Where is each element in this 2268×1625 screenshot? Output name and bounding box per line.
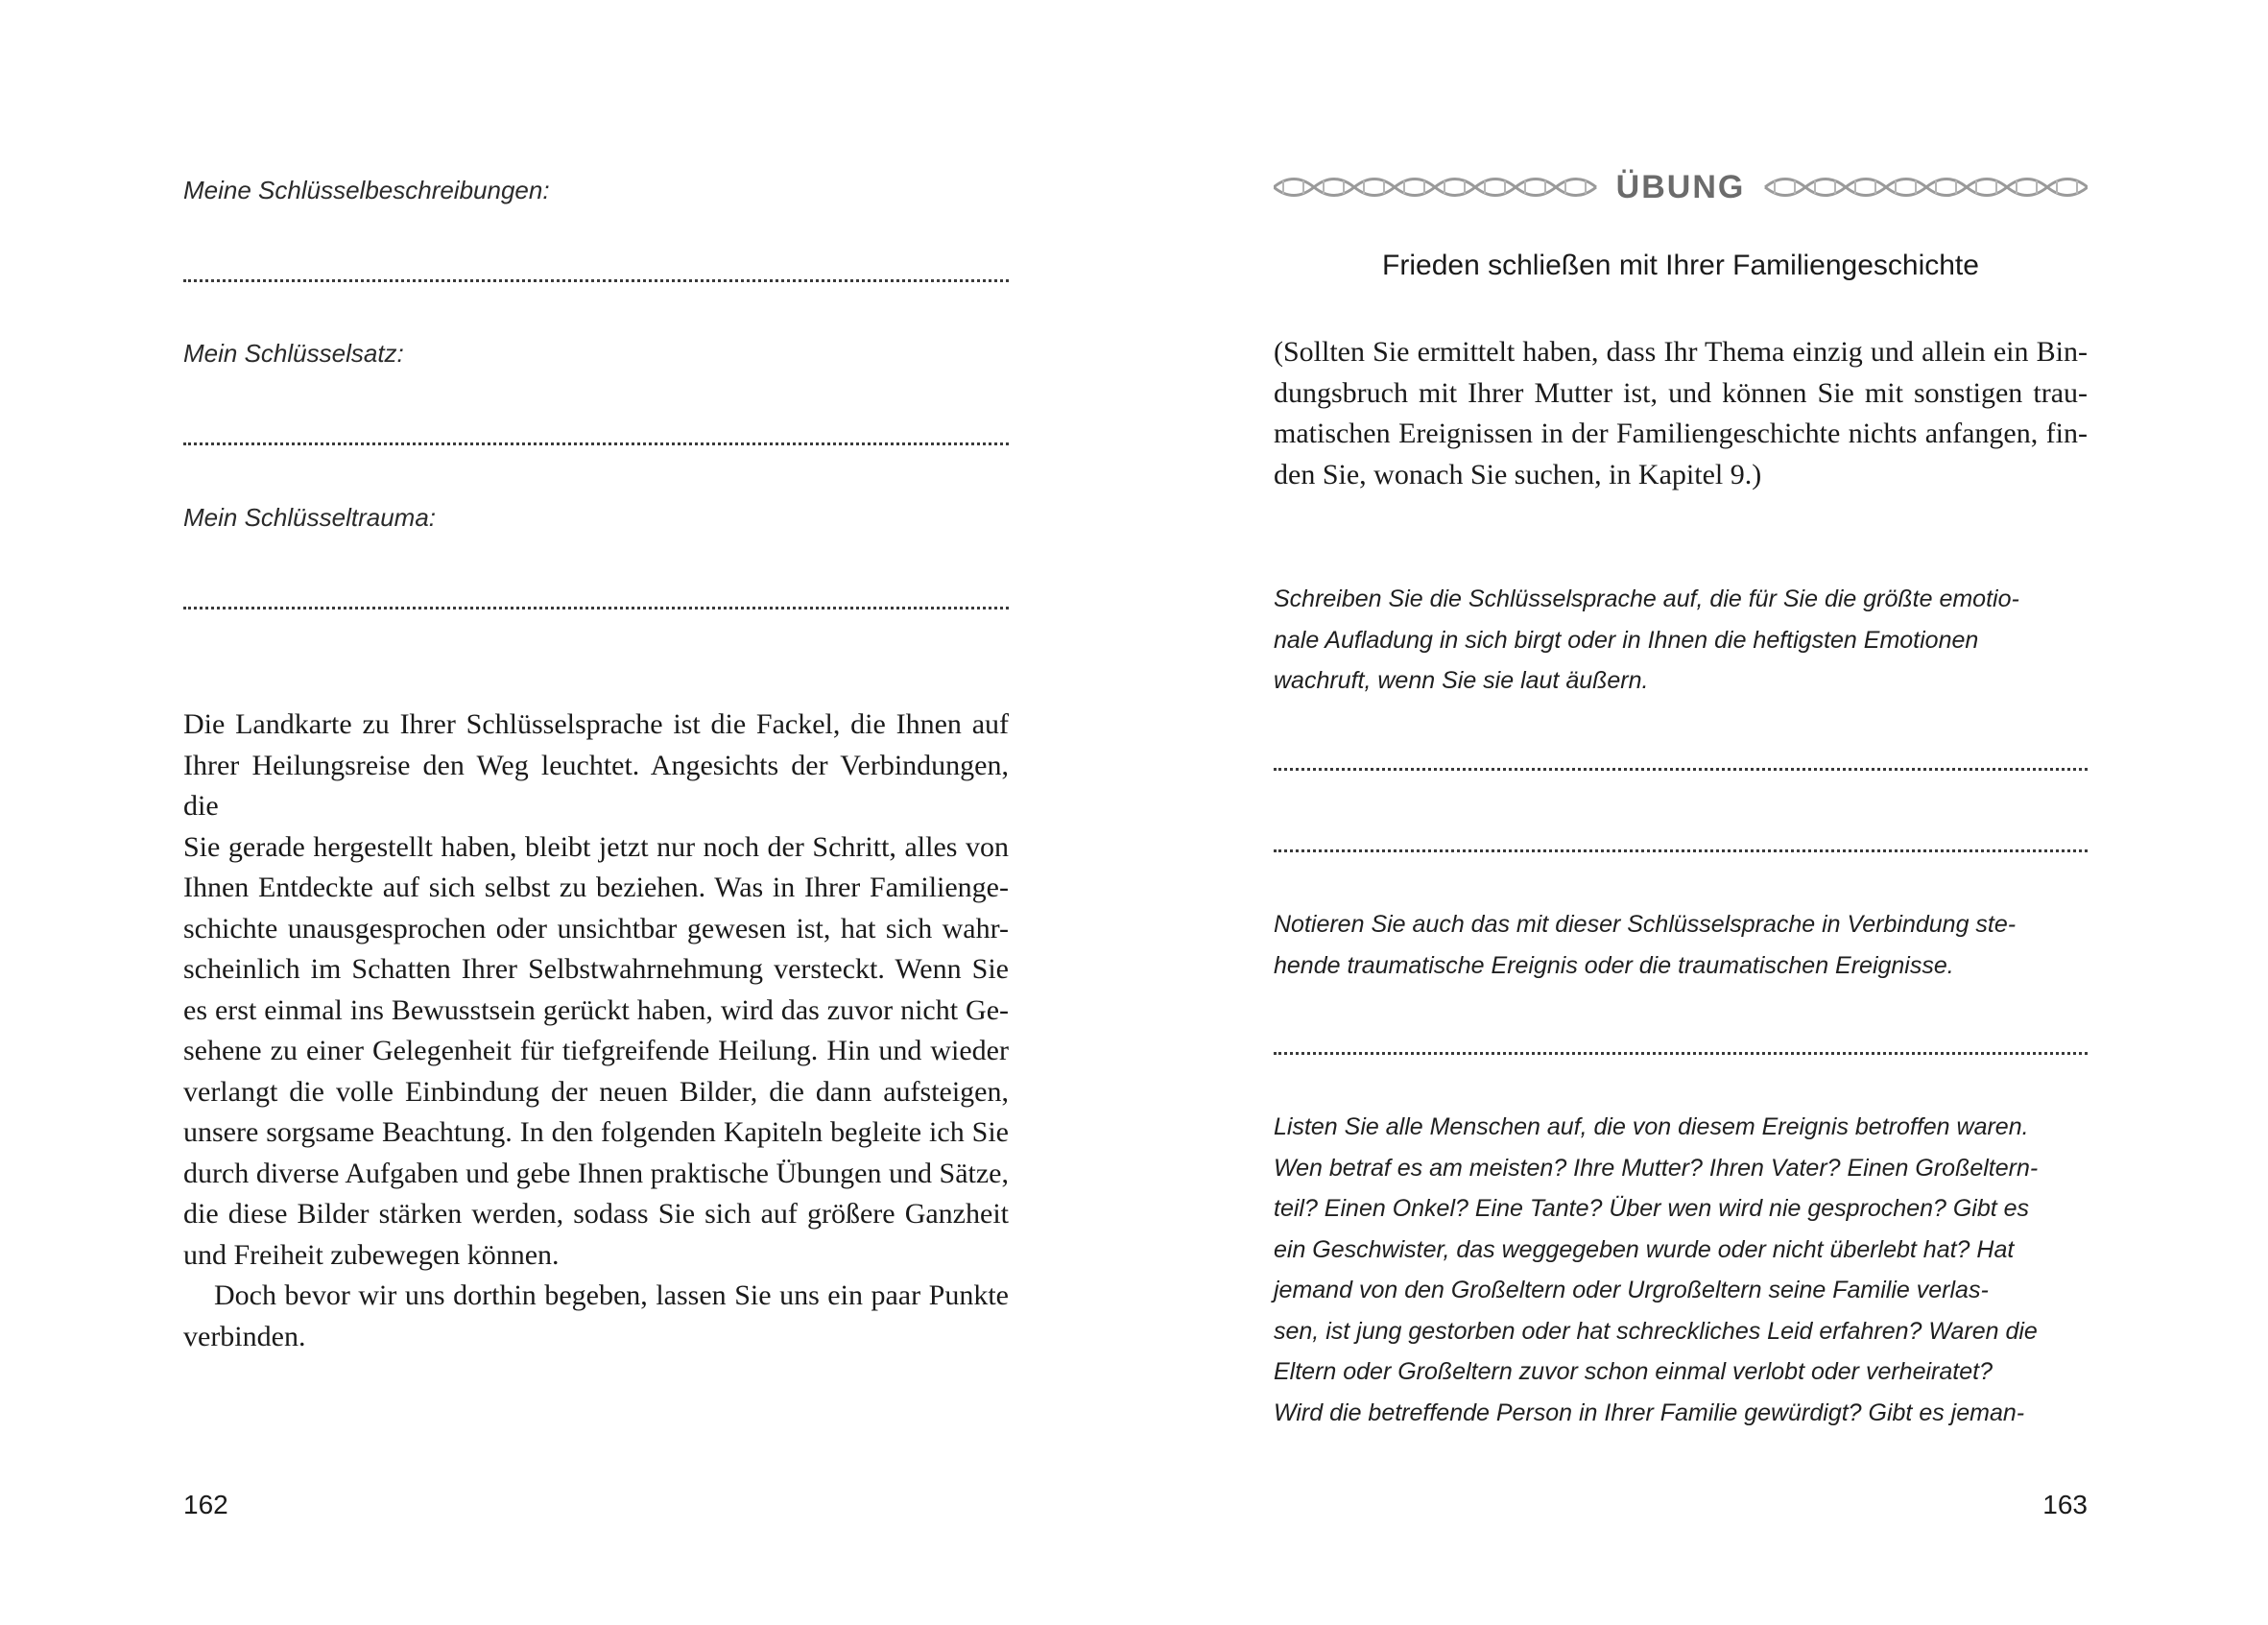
body-line: es erst einmal ins Bewusstsein gerückt haben, wird das zuvor nicht Ge-	[183, 993, 1009, 1026]
body-line: verbinden.	[183, 1320, 306, 1352]
page-number: 162	[183, 1490, 228, 1519]
body-line: Ihnen Entdeckte auf sich selbst zu beziehen. Was in Ihrer Familienge-	[183, 872, 1009, 903]
body-line: Die Landkarte zu Ihrer Schlüsselsprache ist die Fackel, die Ihnen auf	[183, 708, 1009, 740]
prompt-line: jemand von den Großeltern oder Urgroßeltern seine Familie verlas-	[1274, 1277, 1989, 1303]
prompt-affected-people	[1274, 1107, 2088, 1433]
dna-ornament-right-icon	[1761, 169, 2088, 205]
writing-line-key-descriptions[interactable]	[183, 279, 1009, 282]
body-line: und Freiheit zubewegen können.	[183, 1238, 560, 1271]
prompt-traumatic-event	[1274, 904, 2088, 986]
prompt-line: Notieren Sie auch das mit dieser Schlüsselsprache in Verbindung ste-	[1274, 911, 2017, 938]
intro-line: dungsbruch mit Ihrer Mutter ist, und können Sie mit sonstigen trau-	[1274, 376, 2088, 409]
right-page	[1134, 0, 2268, 1625]
prompt-line: teil? Einen Onkel? Eine Tante? Über wen wird nie gesprochen? Gibt es	[1274, 1195, 2030, 1222]
body-line: Ihrer Heilungsreise den Weg leuchtet. Angesichts der Verbindungen, die	[183, 749, 1009, 822]
intro-line: (Sollten Sie ermittelt haben, dass Ihr Thema einzig und allein ein Bin-	[1274, 336, 2088, 368]
body-line: durch diverse Aufgaben und gebe Ihnen praktische Übungen und Sätze,	[183, 1157, 1009, 1189]
prompt-line: hende traumatische Ereignis oder die traumatischen Ereignisse.	[1274, 951, 1954, 979]
writing-line-key-sentence[interactable]	[183, 442, 1009, 445]
prompt-line: nale Aufladung in sich birgt oder in Ihnen die heftigsten Emotionen	[1274, 626, 1979, 654]
exercise-header	[1274, 165, 2088, 209]
writing-line-key-language-2[interactable]	[1274, 849, 2088, 852]
page-number: 163	[2042, 1490, 2088, 1519]
body-line: sehene zu einer Gelegenheit für tiefgreifende Heilung. Hin und wieder	[183, 1035, 1009, 1066]
body-line: Doch bevor wir uns dorthin begeben, lassen Sie uns ein paar Punkte	[214, 1279, 1009, 1311]
prompt-line: ein Geschwister, das weggegeben wurde oder nicht überlebt hat? Hat	[1274, 1235, 2015, 1263]
field-label-key-trauma: Mein Schlüsseltrauma:	[183, 503, 436, 532]
writing-line-key-language-1[interactable]	[1274, 768, 2088, 771]
prompt-line: Wird die betreffende Person in Ihrer Familie gewürdigt? Gibt es jeman-	[1274, 1398, 2025, 1426]
field-label-key-sentence: Mein Schlüsselsatz:	[183, 339, 404, 368]
prompt-line: Eltern oder Großeltern zuvor schon einmal verlobt oder verheiratet?	[1274, 1358, 1993, 1385]
prompt-key-language	[1274, 579, 2088, 702]
body-line: unsere sorgsame Beachtung. In den folgenden Kapiteln begleite ich Sie	[183, 1116, 1009, 1148]
body-line: die diese Bilder stärken werden, sodass Sie sich auf größere Ganzheit	[183, 1198, 1009, 1230]
intro-paragraph	[1274, 332, 2088, 495]
intro-line: matischen Ereignissen in der Familiengeschichte nichts anfangen, fin-	[1274, 418, 2088, 449]
body-line: verlangt die volle Einbindung der neuen Bilder, die dann aufsteigen,	[183, 1075, 1009, 1108]
body-line: scheinlich im Schatten Ihrer Selbstwahrnehmung versteckt. Wenn Sie	[183, 953, 1009, 985]
prompt-line: Wen betraf es am meisten? Ihre Mutter? Ihren Vater? Einen Großeltern-	[1274, 1154, 2039, 1182]
writing-line-traumatic-event[interactable]	[1274, 1052, 2088, 1055]
intro-line: den Sie, wonach Sie suchen, in Kapitel 9.)	[1274, 458, 1762, 490]
prompt-line: wachruft, wenn Sie sie laut äußern.	[1274, 667, 1649, 694]
prompt-line: Listen Sie alle Menschen auf, die von diesem Ereignis betroffen waren.	[1274, 1113, 2029, 1140]
prompt-line: Schreiben Sie die Schlüsselsprache auf, die für Sie die größte emotio-	[1274, 585, 2019, 612]
prompt-line: sen, ist jung gestorben oder hat schreckliches Leid erfahren? Waren die	[1274, 1317, 2038, 1345]
exercise-title: Frieden schließen mit Ihrer Familiengeschichte	[1382, 250, 1979, 281]
writing-line-key-trauma[interactable]	[183, 607, 1009, 609]
body-line: schichte unausgesprochen oder unsichtbar gewesen ist, hat sich wahr-	[183, 912, 1009, 944]
body-line: Sie gerade hergestellt haben, bleibt jetzt nur noch der Schritt, alles von	[183, 830, 1009, 863]
body-paragraph	[183, 705, 1009, 1357]
field-label-key-descriptions: Meine Schlüsselbeschreibungen:	[183, 176, 550, 204]
section-heading-uebung: ÜBUNG	[1615, 169, 1746, 205]
